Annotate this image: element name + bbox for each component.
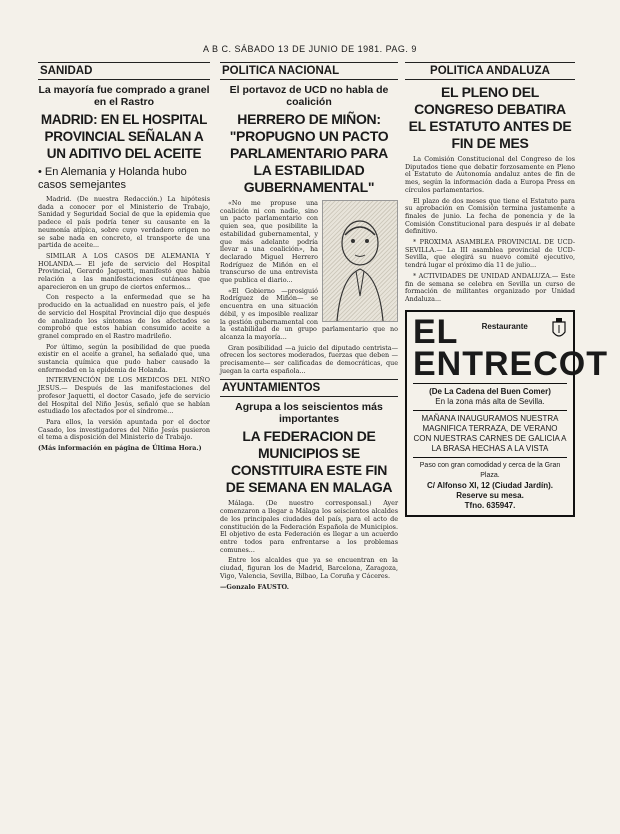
paragraph: Madrid. (De nuestra Redacción.) La hipótesis dada a conocer por el Ministerio de Trabajo, Sanidad y Seguridad Social de que la epidemia que padece el país podría tener su causante en la neumonía atípica, sobre cuyo verdadero origen no se sabe nada en concreto, el transporte de una partida de aceite... (38, 195, 210, 250)
ad-chain: (De La Cadena del Buen Comer) (413, 383, 567, 397)
paragraph: La Comisión Constitucional del Congreso de los Diputados tiene que debatir forzosamente en Pleno el Estatuto de Autonomía andaluz antes de fin de mes, según la información dada a Europa Press en círculos parlamentarios. (405, 155, 575, 194)
article-signature: —Gonzalo FAUSTO. (220, 582, 289, 591)
section-title: SANIDAD (38, 62, 210, 80)
section-title: POLITICA NACIONAL (220, 62, 398, 80)
ad-title-entrecot: ENTRECOT (413, 344, 608, 383)
paragraph: «El Gobierno —prosiguió Rodríguez de Miñón— se encuentra en una situación débil, y es imposible realizar la gestión gubernamental con la estabilidad de un grupo parlamentario que no alcanza la mayoría... (220, 286, 398, 341)
paragraph: Málaga. (De nuestro corresponsal.) Ayer comenzaron a llegar a Málaga los seiscientos alcaldes de los principales ciudades del país, para el acto de constitución de la Federación Española de Municipios. El objetivo de esta Federación es llegar a un acuerdo entre todos para enfrentarse a los problemas comunes... (220, 499, 398, 554)
paragraph: * ACTIVIDADES DE UNIDAD ANDALUZA.— Este fin de semana se celebra en Sevilla un curso de formación de militantes organizado por Unidad Andaluza... (405, 271, 575, 303)
ad-directions: Paso con gran comodidad y cerca de la Gran Plaza. (413, 457, 567, 481)
bullet-subhead: • En Alemania y Holanda hubo casos semejantes (38, 166, 187, 191)
headline: LA FEDERACION DE MUNICIPIOS SE CONSTITUIRA ESTE FIN DE SEMANA EN MALAGA (225, 428, 393, 496)
section-title: POLITICA ANDALUZA (405, 62, 575, 80)
subhead: El portavoz de UCD no habla de coalición (229, 84, 389, 108)
ad-zone: En la zona más alta de Sevilla. (435, 396, 545, 406)
article-body (405, 156, 575, 304)
paragraph: Gran posibilidad —a juicio del diputado centrista— ofrecen los sectores moderados, fuerzas que deben —precisamente— ser calificadas de democráticas, que juegan la carta española... (220, 343, 398, 375)
coat-of-arms-icon (551, 316, 567, 342)
paragraph: Con respecto a la enfermedad que se ha producido en la actualidad en nuestro país, el jefe de servicio del Hospital Provincial dijo que después de analizado los síntomas de los afectados se comprobó que estos habían consumido aceite a granel comprado en el Rastro madrileño. (38, 293, 210, 340)
ad-tag: Restaurante (481, 321, 528, 331)
ad-announcement: MAÑANA INAUGURAMOS NUESTRA MAGNIFICA TERRAZA, DE VERANO CON NUESTRAS CARNES DE GALICIA A LA BRASA HECHAS A LA VISTA (413, 410, 567, 454)
paragraph: Por último, según la posibilidad de que pueda existir en el aceite a granel, ha señalado que, una sustancia química que pudo haber causado la enfermedad en la epidemia de Holanda. (38, 342, 210, 374)
article-body (220, 500, 398, 591)
ad-address: C/ Alfonso XI, 12 (Ciudad Jardín). Reserve su mesa. (427, 480, 553, 500)
article-signature: (Más información en página de Última Hora.) (38, 444, 202, 453)
column-politica-andaluza (405, 62, 608, 826)
paragraph: SIMILAR A LOS CASOS DE ALEMANIA Y HOLANDA.— El jefe de servicio del Hospital Provincial, Gerardo Jaquetti, manifestó que había relación a las manifestaciones cutáneas que aparecieron en un grupo de ciertos enfermos... (38, 251, 210, 291)
paragraph: Para ellos, la versión apuntada por el doctor Casado, los investigadores del Niño Jesús pusieron el tema a disposición del Ministerio de Trabajo. (38, 417, 210, 442)
headline: MADRID: EN EL HOSPITAL PROVINCIAL SEÑALAN A UN ADITIVO DEL ACEITE (40, 112, 208, 161)
subhead: La mayoría fue comprado a granel en el Rastro (38, 84, 210, 108)
column-politica-nacional (220, 62, 398, 826)
headline: HERRERO DE MIÑON: "PROPUGNO UN PACTO PARLAMENTARIO PARA LA ESTABILIDAD GUBERNAMENTAL" (229, 111, 389, 195)
portrait-drawing (322, 200, 398, 322)
paragraph: INTERVENCIÓN DE LOS MEDICOS DEL NIÑO JESUS.— Después de las manifestaciones del profesor Jaquetti, el doctor Casado, jefe de servicio del Hospital del Niño Jesús, señaló que se habían estudiado los afectados por el síndrome... (38, 376, 210, 416)
restaurant-advertisement (405, 310, 608, 517)
paragraph: El plazo de dos meses que tiene el Estatuto para su aprobación en Comisión termina justamente a finales de junio. La fecha de ponencia y de la Comisión Constitucional para después ir al debate definitivo. (405, 196, 575, 236)
ad-phone: Tfno. 635947. (464, 500, 516, 510)
subhead: Agrupa a los seiscientos más importantes (235, 401, 383, 426)
paragraph: Entre los alcaldes que ya se encuentran en la ciudad, figuran los de Madrid, Barcelona, Zaragoza, Vigo, Valencia, Sevilla, Bilbao, La Coruña y Cáceres. (220, 556, 398, 580)
section-title: AYUNTAMIENTOS (220, 379, 398, 397)
ad-title-el: EL (413, 312, 459, 351)
paragraph: * PROXIMA ASAMBLEA PROVINCIAL DE UCD-SEVILLA.— La III asamblea provincial de UCD-Sevilla, que elegirá su nuevo comité ejecutivo, tendrá lugar el próximo día 11 de julio... (405, 238, 575, 270)
headline: EL PLENO DEL CONGRESO DEBATIRA EL ESTATUTO ANTES DE FIN DE MES (408, 84, 572, 151)
column-sanidad (38, 62, 210, 826)
portrait-icon (323, 201, 397, 321)
article-body (38, 196, 210, 453)
paragraph: «No me propuse una coalición ni con nadie, sino un pacto parlamentario con quien sea, que posibilite la estabilidad gubernamental, y que más adelante podría llevar a una coalición», ha declarado Miguel Herrero Rodríguez de Miñón en el transcurso de una entrevista que publica el diario... (220, 199, 318, 285)
article-body (220, 200, 398, 375)
page-header: A B C. SÁBADO 13 DE JUNIO DE 1981. PAG. 9 (203, 44, 417, 54)
